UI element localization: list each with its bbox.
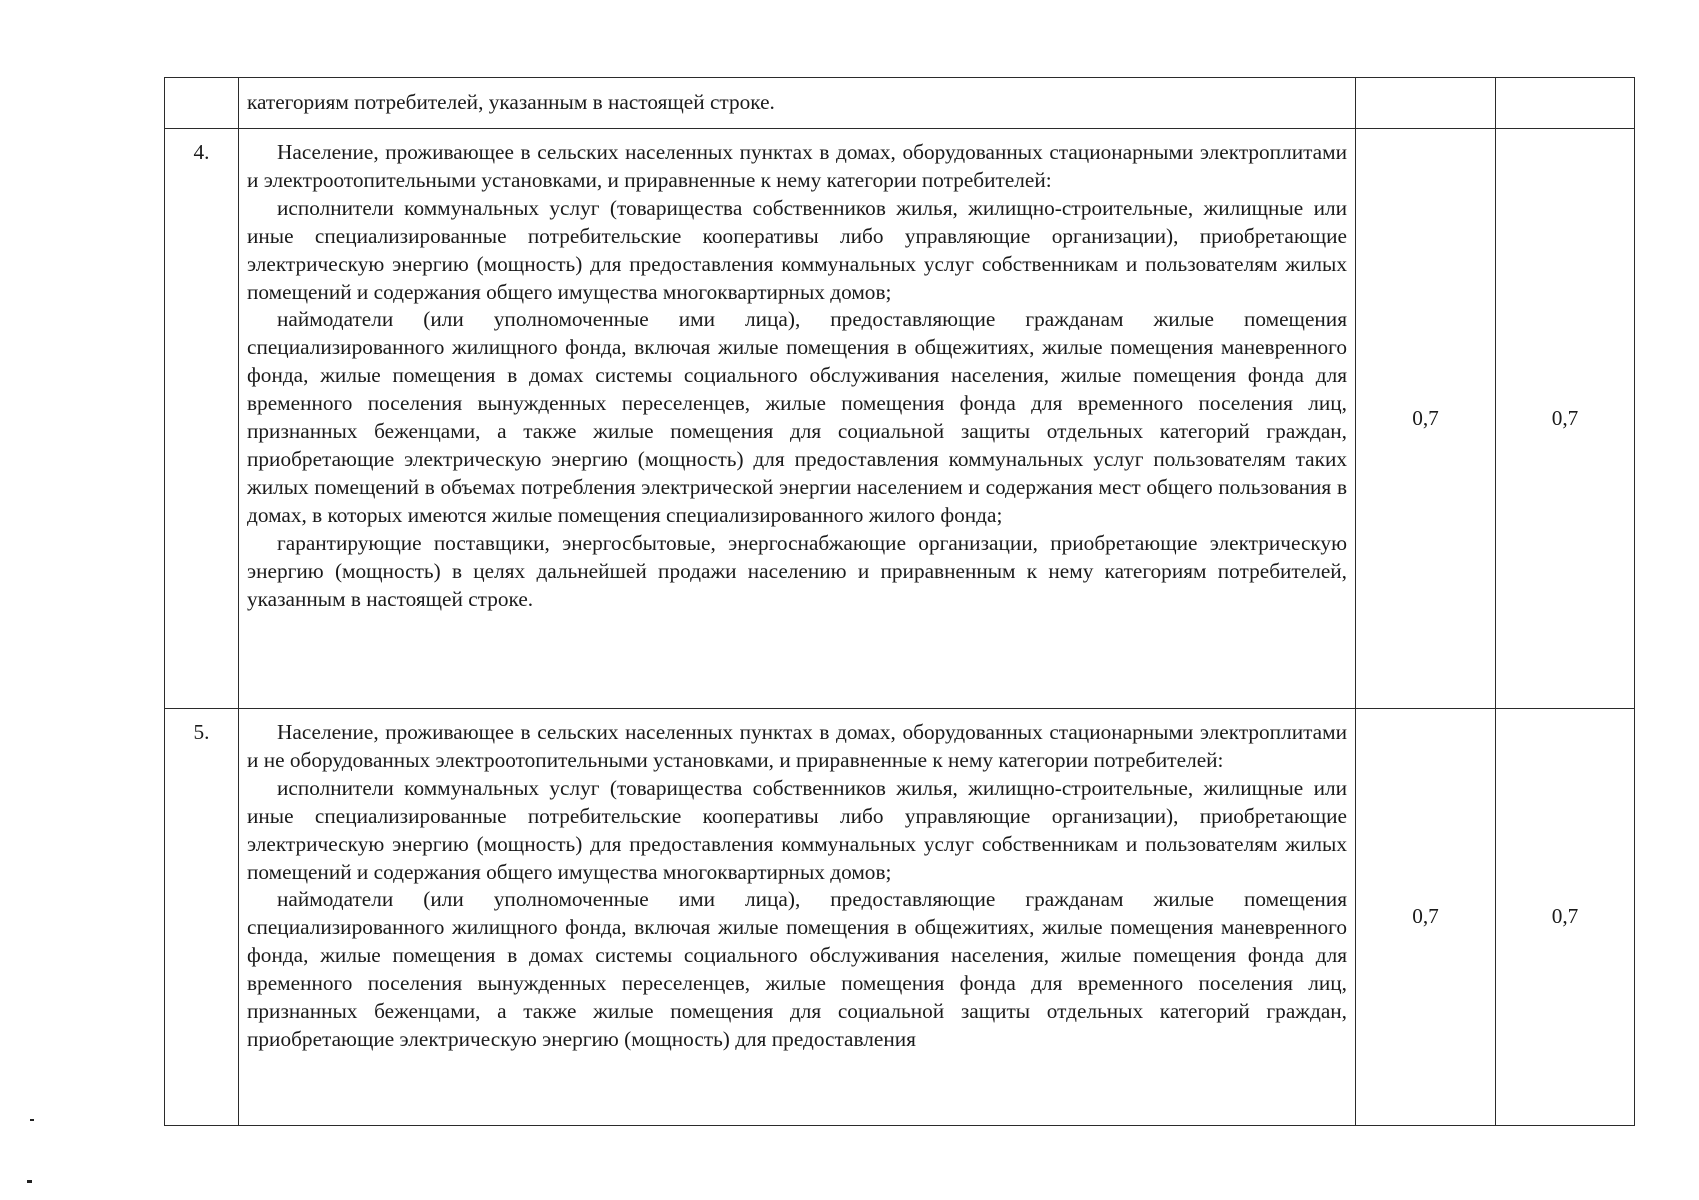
scan-speck: [27, 1180, 32, 1183]
paragraph: исполнители коммунальных услуг (товарищества собственников жилья, жилищно-строительные, жилищные или иные специализированные потребительские кооперативы либо управляющие организации), приобретающие электрическую энергию (мощность) для предоставления коммунальных услуг собственникам и пользователям жилых помещений и содержания общего имущества многоквартирных домов;: [247, 775, 1347, 884]
value-cell-2: 0,7: [1496, 129, 1635, 709]
paragraph: Население, проживающее в сельских населенных пунктах в домах, оборудованных стационарными электроплитами и не оборудованных электроотопительными установками, и приравненные к нему категории потребителей:: [247, 720, 1347, 772]
paragraph: Население, проживающее в сельских населенных пунктах в домах, оборудованных стационарными электроплитами и электроотопительными установками, и приравненные к нему категории потребителей:: [247, 140, 1347, 192]
table-row: [165, 129, 1635, 709]
row-text-cell: [239, 78, 1356, 129]
row-text-cell: [239, 709, 1356, 1126]
value-cell-1: 0,7: [1356, 129, 1496, 709]
row-number-cell: [165, 78, 239, 129]
paragraph: исполнители коммунальных услуг (товарищества собственников жилья, жилищно-строительные, жилищные или иные специализированные потребительские кооперативы либо управляющие организации), приобретающие электрическую энергию (мощность) для предоставления коммунальных услуг собственникам и пользователям жилых помещений и содержания общего имущества многоквартирных домов;: [247, 195, 1347, 304]
tariff-table: [164, 77, 1635, 1126]
value-cell-1: 0,7: [1356, 709, 1496, 1126]
value-cell-2: 0,7: [1496, 709, 1635, 1126]
paragraph: гарантирующие поставщики, энергосбытовые, энергоснабжающие организации, приобретающие электрическую энергию (мощность) в целях дальнейшей продажи населению и приравненным к нему категориям потребителей, указанным в настоящей строке.: [247, 530, 1347, 611]
row-number-cell: 5.: [165, 709, 239, 1126]
row-text-clip: [247, 719, 1347, 1121]
row-text-cell: [239, 129, 1356, 709]
scan-speck: [30, 1119, 34, 1121]
paragraph: наймодатели (или уполномоченные ими лица), предоставляющие гражданам жилые помещения специализированного жилищного фонда, включая жилые помещения в общежитиях, жилые помещения маневренного фонда, жилые помещения в домах системы социального обслуживания населения, жилые помещения фонда для временного поселения вынужденных переселенцев, жилые помещения фонда для временного поселения лиц, признанных беженцами, а также жилые помещения для социальной защиты отдельных категорий граждан, приобретающие электрическую энергию (мощность) для предоставления коммунальных услуг пользователям таких жилых помещений в объемах потребления электрической энергии населением и содержания мест общего пользования в домах, в которых имеются жилые помещения специализированного жилого фонда;: [247, 307, 1347, 527]
paragraph: категориям потребителей, указанным в настоящей строке.: [247, 90, 775, 114]
value-cell-2: [1496, 78, 1635, 129]
paragraph: наймодатели (или уполномоченные ими лица), предоставляющие гражданам жилые помещения специализированного жилищного фонда, включая жилые помещения в общежитиях, жилые помещения маневренного фонда, жилые помещения в домах системы социального обслуживания населения, жилые помещения фонда для временного поселения вынужденных переселенцев, жилые помещения фонда для временного поселения лиц, признанных беженцами, а также жилые помещения для социальной защиты отдельных категорий граждан, приобретающие электрическую энергию (мощность) для предоставления: [247, 887, 1347, 1051]
row-number-cell: 4.: [165, 129, 239, 709]
table-row: [165, 78, 1635, 129]
table-row: [165, 709, 1635, 1126]
value-cell-1: [1356, 78, 1496, 129]
